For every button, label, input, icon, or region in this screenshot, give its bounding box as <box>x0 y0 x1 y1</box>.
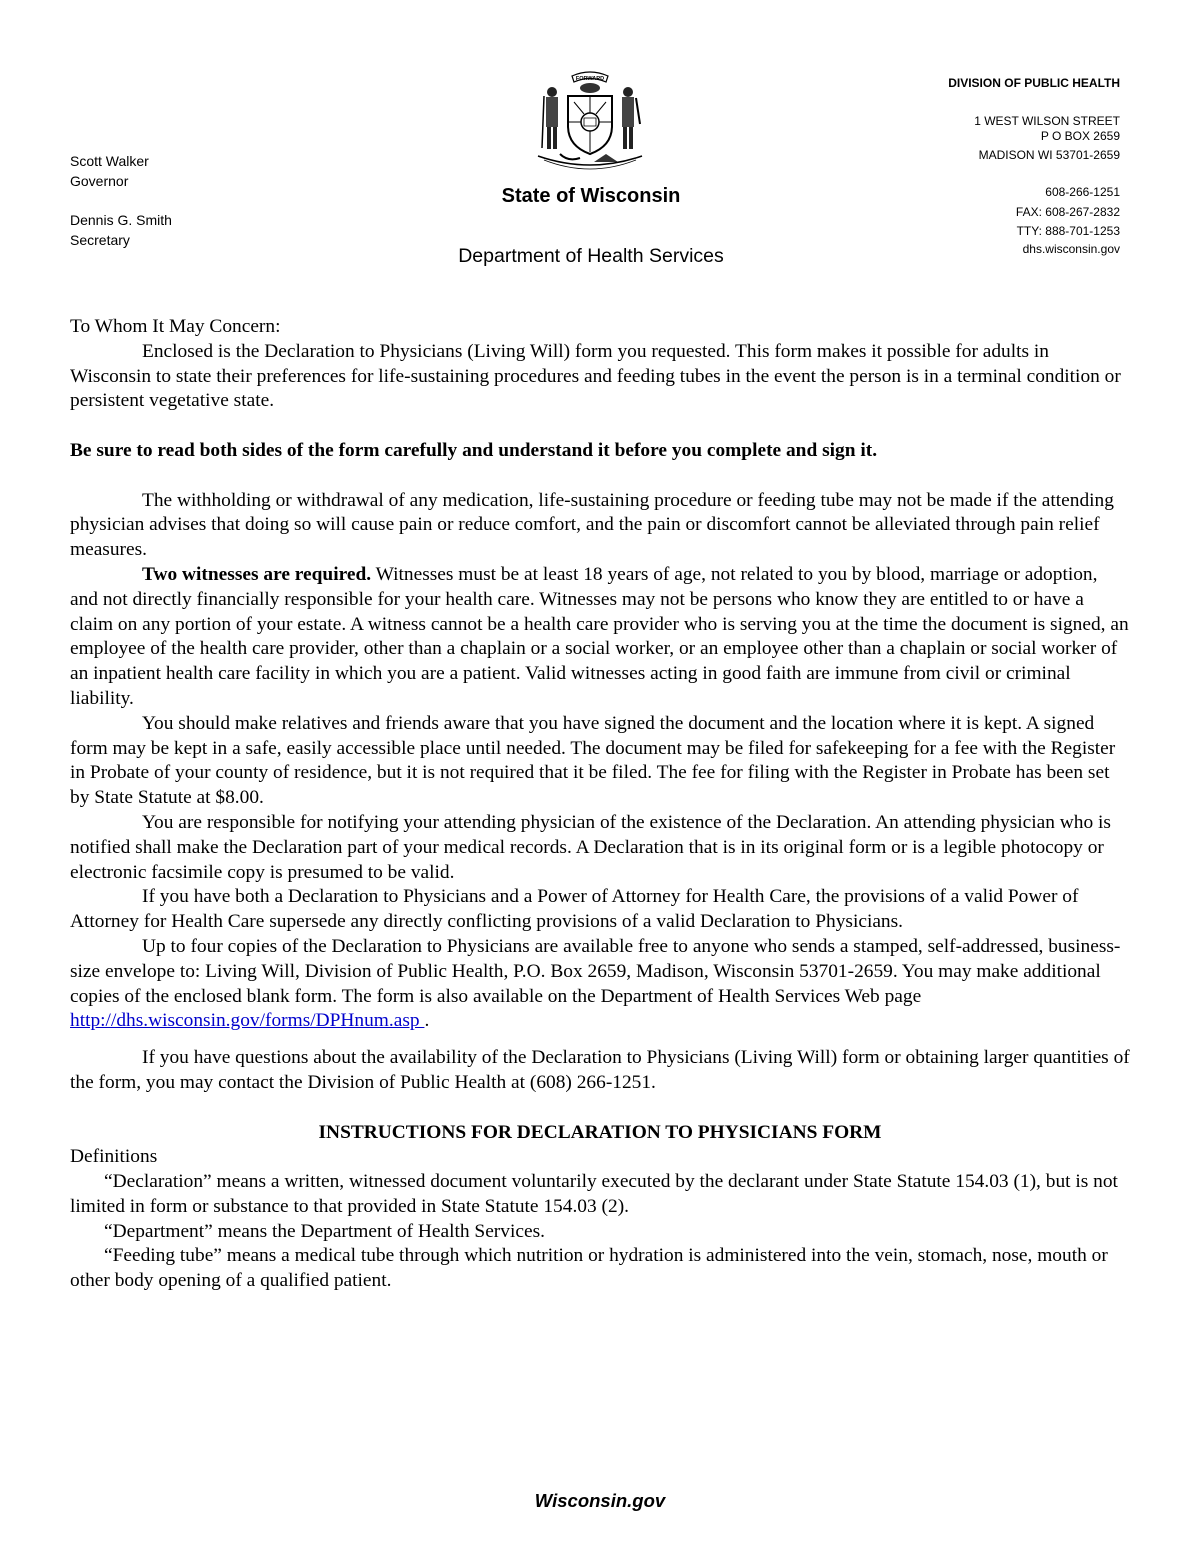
secretary-name: Dennis G. Smith <box>70 212 172 228</box>
definition-declaration: “Declaration” means a written, witnessed document voluntarily executed by the declarant under State Statute 154.03 (1), but is not limited in form or substance to that provided in State Statute 154.03 (2). <box>70 1171 1118 1217</box>
copies-end: . <box>424 1010 430 1032</box>
state-title: State of Wisconsin <box>501 185 681 207</box>
copies-text: Up to four copies of the Declaration to Physicians are available free to anyone who sends a stamped, self-addressed, business-size envelope to: Living Will, Division of Public Health, P.O. Box 2659, Madison, Wisconsin 53701-2659. You may make additional copies of the enclosed blank form. The form is also available on the Department of Health Services Web page <box>70 935 1121 1007</box>
paragraph-relatives: You should make relatives and friends aware that you have signed the document and the location where it is kept. A signed form may be kept in a safe, easily accessible place until needed. The document may be filed for safekeeping for a fee with the Register in Probate of your county of residence, but it is not required that it be filed. The fee for filing with the Register in Probate has been set by State Statute at $8.00. <box>70 712 1116 809</box>
contact-block <box>948 76 1120 257</box>
forms-link[interactable]: http://dhs.wisconsin.gov/forms/DPHnum.asp <box>70 1010 425 1032</box>
seal-motto: FORWARD <box>575 76 605 82</box>
definition-department: “Department” means the Department of Health Services. <box>104 1220 545 1242</box>
state-seal-icon <box>528 66 652 184</box>
paragraph-withholding: The withholding or withdrawal of any medication, life-sustaining procedure or feeding tube may not be made if the attending physician advises that doing so will cause pain or reduce comfort, and the pain or discomfort cannot be alleviated through pain relief measures. <box>70 489 1114 561</box>
division-name: DIVISION OF PUBLIC HEALTH <box>948 76 1120 90</box>
governor-name: Scott Walker <box>70 153 149 169</box>
definition-feeding-tube: “Feeding tube” means a medical tube through which nutrition or hydration is administered into the vein, stomach, nose, mouth or other body opening of a qualified patient. <box>70 1245 1108 1292</box>
witnesses-text: Witnesses must be at least 18 years of age, not related to you by blood, marriage or adoption, and not directly financially responsible for your health care. Witnesses may not be persons who know they are entitled to or have a claim on any portion of your estate. A witness cannot be a health care provider who is serving you at the time the document is signed, an employee of the health care provider, other than a chaplain or a social worker, or an employee other than a chaplain or social worker of an inpatient health care facility in which you are a patient. Valid witnesses acting in good faith are immune from civil or criminal liability. <box>70 563 1129 709</box>
phone: 608-266-1251 <box>1045 185 1120 199</box>
secretary-title: Secretary <box>70 231 130 248</box>
paragraph-copies <box>70 935 1130 1034</box>
warning-text: Be sure to read both sides of the form carefully and understand it before you complete and sign it. <box>70 439 878 461</box>
website: dhs.wisconsin.gov <box>1022 241 1120 256</box>
city-state-zip: MADISON WI 53701-2659 <box>978 147 1120 162</box>
witnesses-required: Two witnesses are required. <box>142 563 372 585</box>
footer-site: Wisconsin.gov <box>534 1490 666 1511</box>
governor-title: Governor <box>70 172 129 189</box>
fax: FAX: 608-267-2832 <box>1015 204 1120 219</box>
street-address: 1 WEST WILSON STREET <box>974 113 1120 128</box>
paragraph-questions: If you have questions about the availability of the Declaration to Physicians (Living Will) form or obtaining larger quantities of the form, you may contact the Division of Public Health at (608) 266-1251. <box>70 1047 1130 1093</box>
department-title: Department of Health Services <box>458 245 724 267</box>
paragraph-power-of-attorney: If you have both a Declaration to Physicians and a Power of Attorney for Health Care, the provisions of a valid Power of Attorney for Health Care supersede any directly conflicting provisions of a valid Declaration to Physicians. <box>70 886 1079 933</box>
paragraph-intro: Enclosed is the Declaration to Physicians (Living Will) form you requested. This form makes it possible for adults in Wisconsin to state their preferences for life-sustaining procedures and feeding tubes in the event the person is in a terminal condition or persistent vegetative state. <box>70 340 1121 412</box>
definitions-label: Definitions <box>70 1146 158 1168</box>
tty: TTY: 888-701-1253 <box>1016 224 1120 238</box>
paragraph-physician: You are responsible for notifying your attending physician of the existence of the Declaration. An attending physician who is notified shall make the Declaration part of your medical records. A Declaration that is in its original form or is a legible photocopy or electronic facsimile copy is presumed to be valid. <box>70 811 1111 883</box>
letter-body <box>70 315 1130 1294</box>
paragraph-witnesses <box>70 563 1130 712</box>
instructions-title: INSTRUCTIONS FOR DECLARATION TO PHYSICIANS FORM <box>318 1121 882 1143</box>
po-box: P O BOX 2659 <box>1040 129 1120 143</box>
salutation: To Whom It May Concern: <box>70 316 281 337</box>
